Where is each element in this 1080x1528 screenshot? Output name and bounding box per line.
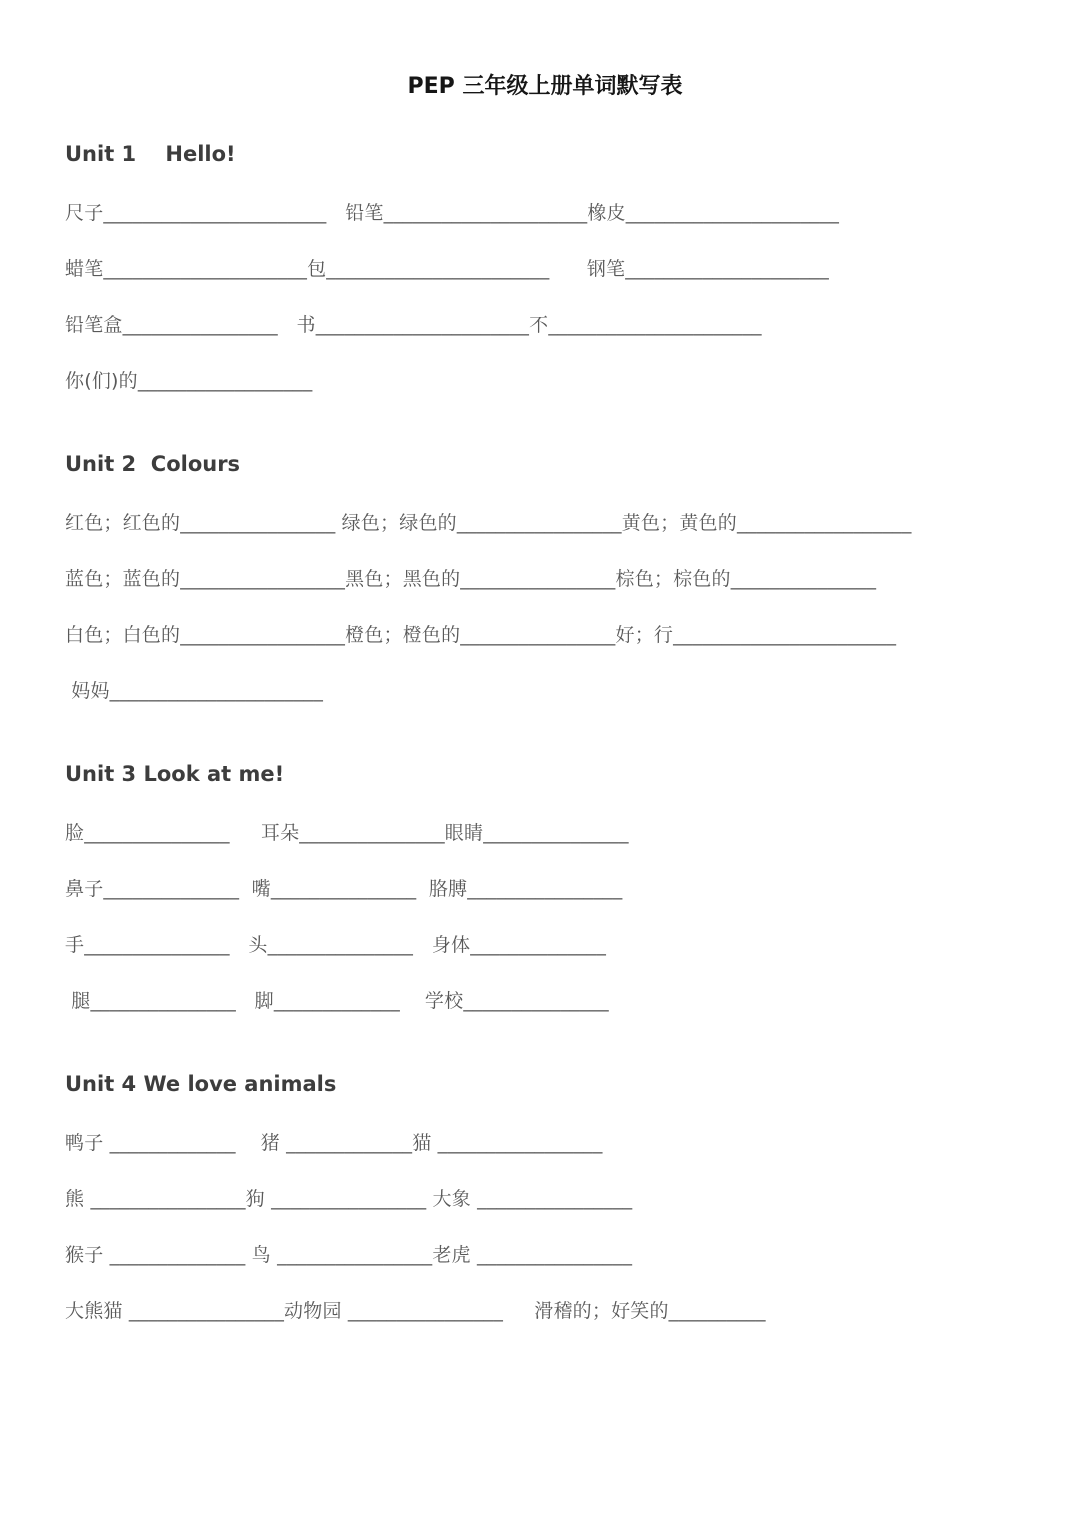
unit-3-row-3: 手_______________ 头_______________ 身体______________ xyxy=(65,934,607,956)
unit-1-row-4: 你(们)的__________________ xyxy=(65,370,313,392)
unit-1-section xyxy=(65,140,1025,394)
unit-3-row-1: 脸_______________ 耳朵_______________眼睛_______________ xyxy=(65,822,629,844)
unit-4-row-4: 大熊猫 ________________动物园 ________________ 滑稽的；好笑的__________ xyxy=(65,1300,766,1322)
unit-2-row-4: 妈妈______________________ xyxy=(65,680,324,702)
unit-4-heading: Unit 4 We love animals xyxy=(65,1072,337,1096)
unit-1-row-2: 蜡笔_____________________包_______________________ 钢笔_____________________ xyxy=(65,258,829,280)
unit-1-row-3: 铅笔盒________________ 书______________________不______________________ xyxy=(65,314,762,336)
unit-4-row-3: 猴子 ______________ 鸟 ________________老虎 ________________ xyxy=(65,1244,633,1266)
unit-3-heading: Unit 3 Look at me! xyxy=(65,762,285,786)
unit-2-row-2: 蓝色；蓝色的_________________黑色；黑色的________________棕色；棕色的_______________ xyxy=(65,568,877,590)
unit-3-row-4: 腿_______________ 脚_____________ 学校_______________ xyxy=(65,990,609,1012)
unit-1-heading: Unit 1 Hello! xyxy=(65,142,236,166)
unit-2-section xyxy=(65,450,1025,704)
page-title: PEP 三年级上册单词默写表 xyxy=(407,74,683,99)
unit-2-row-1: 红色；红色的________________ 绿色；绿色的_________________黄色；黄色的__________________ xyxy=(65,512,912,534)
unit-4-section xyxy=(65,1070,1025,1324)
unit-3-row-2: 鼻子______________ 嘴_______________ 胳膊________________ xyxy=(65,878,623,900)
unit-4-row-1: 鸭子 _____________ 猪 _____________猫 _________________ xyxy=(65,1132,603,1154)
unit-1-row-1: 尺子_______________________ 铅笔_____________________橡皮______________________ xyxy=(65,202,840,224)
unit-3-section xyxy=(65,760,1025,1014)
unit-2-heading: Unit 2 Colours xyxy=(65,452,241,476)
unit-2-row-3: 白色；白色的_________________橙色；橙色的________________好；行_______________________ xyxy=(65,624,897,646)
unit-4-row-2: 熊 ________________狗 ________________ 大象 ________________ xyxy=(65,1188,633,1210)
